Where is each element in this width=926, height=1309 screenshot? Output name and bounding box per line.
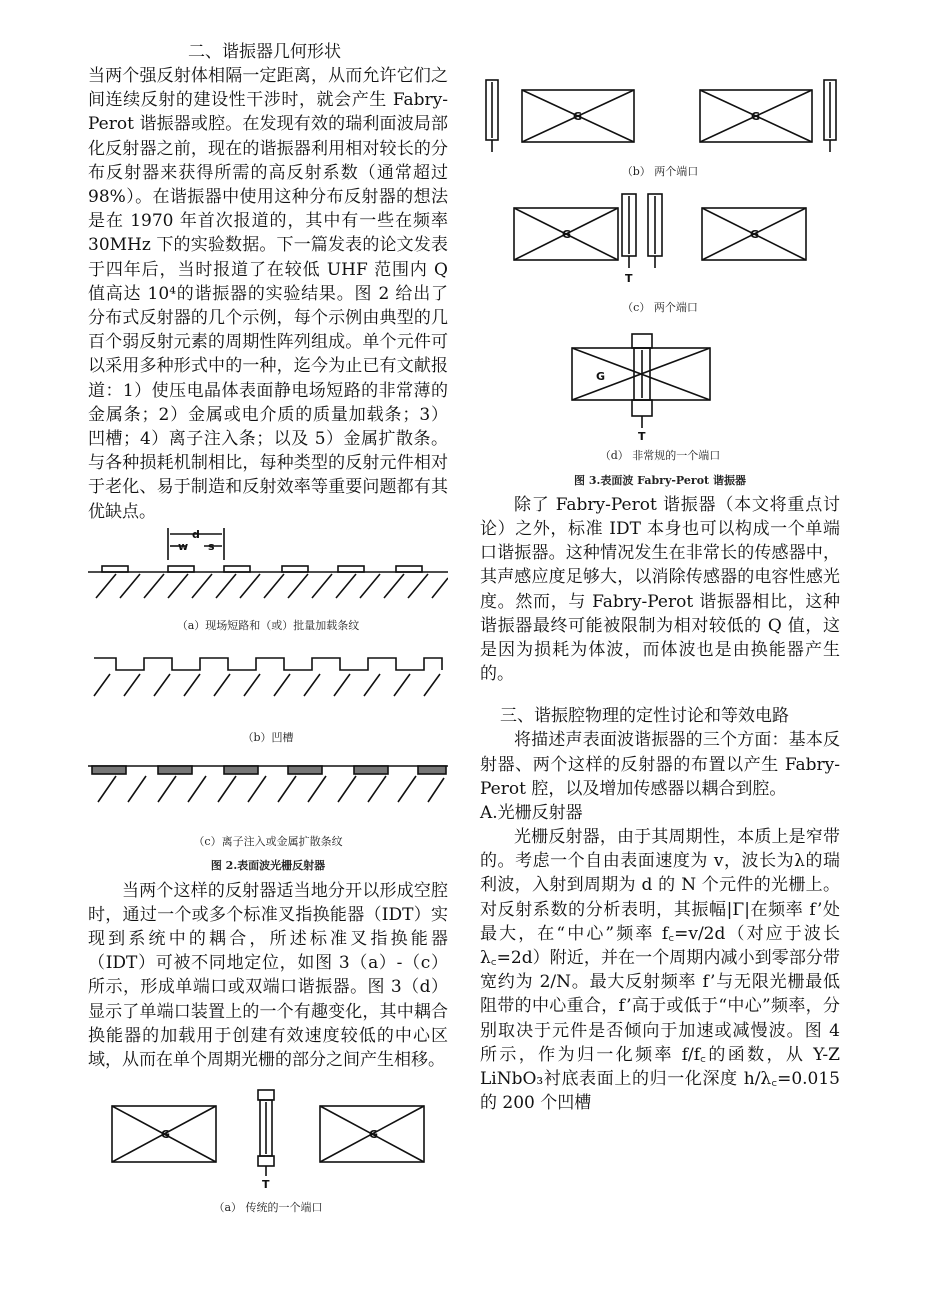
paragraph-geometry: 当两个强反射体相隔一定距离，从而允许它们之间连续反射的建设性干涉时，就会产生 Fabry-Perot 谐振器或腔。在发现有效的瑞利面波局部化反射器之前，现在的谐振器利用相对较长的分布反射器来获得所需的高反射系数（通常超过 98%）。在谐振器中使用这种分布反射器的想法是在 1970 年首次报道的，其中有一些在频率 30MHz 下的实验数据。下一篇发表的论文发表于四年后，当时报道了在较低 UHF 范围内 Q 值高达 10⁴的谐振器的实验结果。图 2 给出了分布式反射器的几个示例，每个示例由典型的几百个弱反射元素的周期性阵列组成。单个元件可以采用多种形式中的一种，迄今为止已有文献报道：1）使压电晶体表面静电场短路的非常薄的金属条；2）金属或电介质的质量加载条；3）凹槽；4）离子注入条；以及 5）金属扩散条。与各种损耗机制相比，每种类型的反射元件相对于老化、易于制造和反射效率等重要问题都有其优缺点。	[88, 66, 448, 522]
paragraph-idt-resonator: 除了 Fabry-Perot 谐振器（本文将重点讨论）之外，标准 IDT 本身也可以构成一个单端口谐振器。这种情况发生在非常长的传感器中，其声感应度足够大，以消除传感器的电容性感光度。然而，与 Fabry-Perot 谐振器相比，这种谐振器最终可能被限制为相对较低的 Q 值，这是因为损耗为体波，而体波也是由换能器产生的。	[480, 494, 840, 685]
caption-3c: （c） 两个端口	[622, 301, 698, 315]
right-column	[480, 40, 840, 1115]
figure-2c-implanted	[88, 758, 448, 830]
caption-3a: （a） 传统的一个端口	[213, 1201, 323, 1215]
grating-d: G	[596, 370, 606, 384]
grating-right-label: G	[369, 1128, 379, 1142]
section-heading-2: 二、谐振器几何形状	[188, 42, 341, 62]
figure-2b-grooves	[88, 646, 448, 726]
caption-2b: （b）凹槽	[242, 731, 294, 745]
figure-2-title: 图 2.表面波光栅反射器	[210, 859, 326, 873]
terminal-label: T	[262, 1178, 270, 1192]
terminal-c1: T	[625, 272, 633, 286]
figure-3-title: 图 3.表面波 Fabry-Perot 谐振器	[574, 473, 746, 487]
paragraph-aspects: 将描述声表面波谐振器的三个方面：基本反射器、两个这样的反射器的布置以产生 Fabry-Perot 腔，以及增加传感器以耦合到腔。	[480, 730, 840, 799]
grating-c1: G	[562, 228, 572, 242]
figure-3c-two-port	[480, 188, 840, 296]
figure-3a-one-port	[88, 1086, 448, 1196]
figure-2a-strips	[88, 524, 448, 614]
label-d: d	[192, 527, 200, 541]
paragraph-cavity: 当两个这样的反射器适当地分开以形成空腔时，通过一个或多个标准叉指换能器（IDT）实现到系统中的耦合，所述标准叉指换能器（IDT）可被不同地定位，如图 3（a）-（c）所示，形成单端口或双端口谐振器。图 3（d）显示了单端口装置上的一个有趣变化，其中耦合换能器的加载用于创建有效速度较低的中心区域，从而在单个周期光栅的部分之间产生相移。	[88, 880, 448, 1071]
section-heading-3: 三、谐振腔物理的定性讨论和等效电路	[500, 706, 789, 727]
grating-b2: G	[751, 110, 761, 123]
left-column	[88, 40, 448, 1221]
label-w: w	[178, 539, 189, 553]
caption-3b: （b） 两个端口	[621, 165, 699, 178]
label-s: s	[208, 539, 215, 553]
figure-3d-unconventional	[480, 324, 840, 444]
caption-2c: （c）离子注入或金属扩散条纹	[193, 835, 343, 849]
caption-2a: （a）现场短路和（或）批量加载条纹	[176, 618, 360, 632]
figure-3b-two-port	[480, 40, 840, 160]
grating-left-label: G	[161, 1128, 171, 1142]
paragraph-grating-reflector: 光栅反射器，由于其周期性，本质上是窄带的。考虑一个自由表面速度为 v，波长为λ的瑞利波，入射到周期为 d 的 N 个元件的光栅上。对反射系数的分析表明，其振幅|Γ|在频率 f’处最大，在“中心”频率 f꜀=v/2d（对应于波长λ꜀=2d）附近，并在一个周期内减小到零部分带宽约为 2/N。最大反射频率 f’与无限光栅最低阻带的中心重合，f’高于或低于“中心”频率，分别取决于元件是否倾向于加速或减慢波。图 4 所示，作为归一化频率 f/f꜀的函数，从 Y-Z LiNbO₃衬底表面上的归一化深度 h/λ꜀=0.015 的 200 个凹槽	[480, 827, 840, 1114]
grating-b1: G	[573, 110, 583, 123]
grating-c2: G	[750, 228, 760, 242]
subsection-heading-a: A.光栅反射器	[480, 803, 583, 824]
terminal-d: T	[638, 430, 646, 444]
caption-3d: （d） 非常规的一个端口	[599, 449, 721, 463]
